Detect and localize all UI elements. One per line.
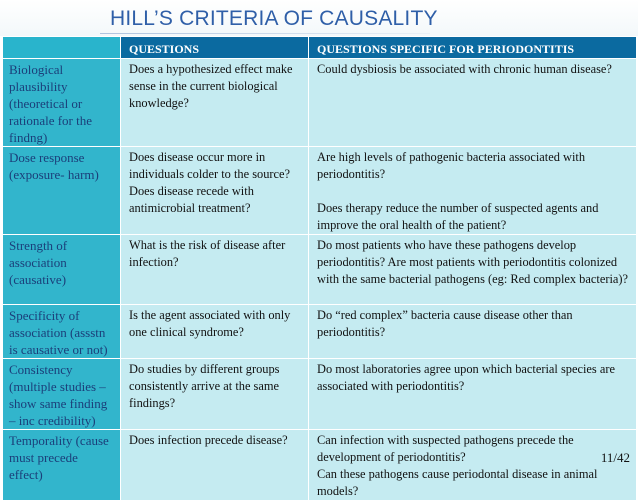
specific-question-cell: Could dysbiosis be associated with chronic human disease? [309,59,637,147]
table-row [3,147,637,235]
specific-question-cell: Do “red complex” bacteria cause disease other than periodontitis? [309,305,637,359]
question-cell: Does infection precede disease? [121,430,309,501]
criterion-cell: Temporality (cause must precede effect) [3,430,121,501]
slide-title: HILL’S CRITERIA OF CAUSALITY [110,7,438,30]
table-row [3,59,637,147]
criterion-cell: Biological plausibility (theoretical or rationale for the findng) [3,59,121,147]
header-questions-periodontitis: QUESTIONS SPECIFIC FOR PERIODONTITIS [309,37,637,59]
table-row [3,305,637,359]
criterion-cell: Strength of association (causative) [3,235,121,305]
header-questions: QUESTIONS [121,37,309,59]
question-cell: Does disease occur more in individuals colder to the source? Does disease recede with antimicrobial treatment? [121,147,309,235]
criterion-cell: Specificity of association (assstn is causative or not) [3,305,121,359]
question-cell: Does a hypothesized effect make sense in the current biological knowledge? [121,59,309,147]
page-number: 11/42 [600,450,630,465]
table-header-row [3,37,637,59]
specific-question-cell: Are high levels of pathogenic bacteria associated with periodontitis? Does therapy reduce the number of suspected agents and improve the oral health of the patient? [309,147,637,235]
question-cell: Do studies by different groups consistently arrive at the same findings? [121,359,309,430]
criterion-cell: Consistency (multiple studies – show same finding – inc credibility) [3,359,121,430]
specific-question-cell: Do most patients who have these pathogens develop periodontitis? Are most patients with periodontitis colonized with the same bacterial pathogens (eg: Red complex bacteria)? [309,235,637,305]
specific-question-cell: Can infection with suspected pathogens precede the development of periodontitis? Can these pathogens cause periodontal disease in animal models? [309,430,637,501]
question-cell: What is the risk of disease after infection? [121,235,309,305]
hills-criteria-table [2,36,637,501]
table-row [3,430,637,501]
title-underline [100,33,430,34]
specific-question-cell: Do most laboratories agree upon which bacterial species are associated with periodontitis? [309,359,637,430]
question-cell: Is the agent associated with only one clinical syndrome? [121,305,309,359]
table-row [3,235,637,305]
criterion-cell: Dose response (exposure- harm) [3,147,121,235]
table-row [3,359,637,430]
header-corner-cell [3,37,121,59]
